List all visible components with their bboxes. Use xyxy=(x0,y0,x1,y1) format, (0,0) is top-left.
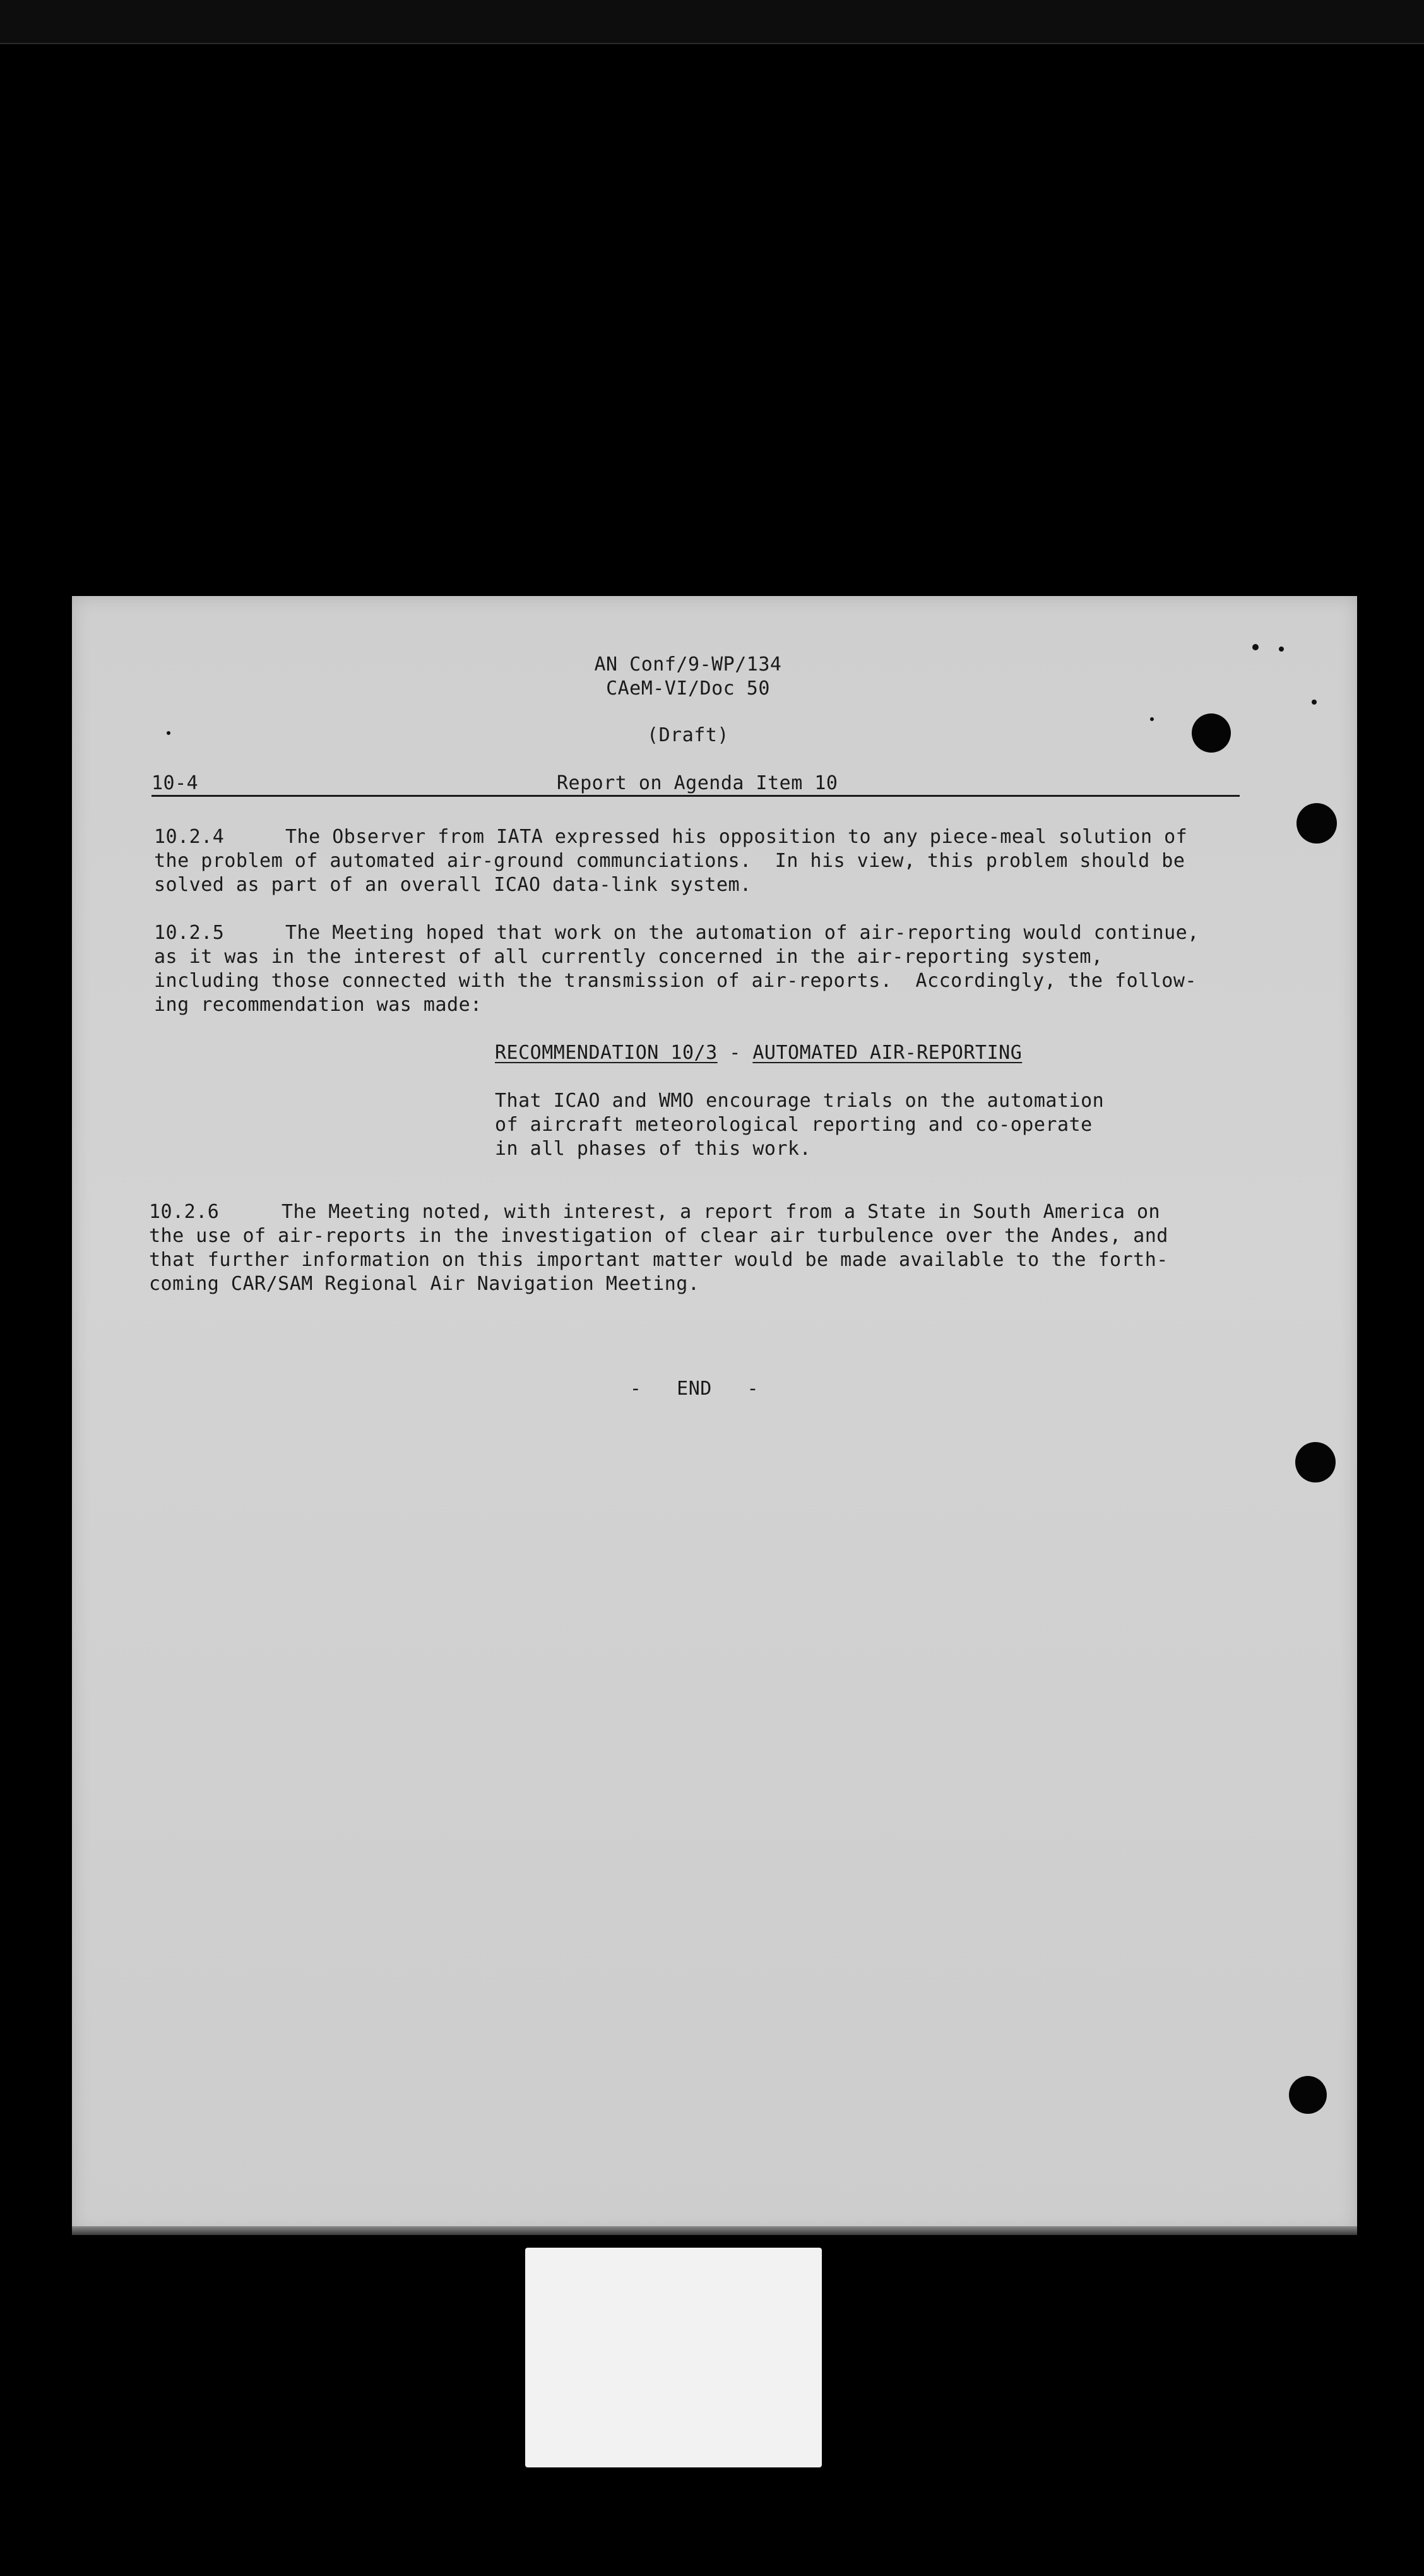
paragraph-line: coming CAR/SAM Regional Air Navigation Meeting. xyxy=(149,1273,700,1295)
recommendation-line: That ICAO and WMO encourage trials on the automation xyxy=(495,1090,1105,1112)
recommendation-label: RECOMMENDATION 10/3 xyxy=(495,1042,718,1064)
sheet-edge-shadow xyxy=(72,2226,1357,2235)
recommendation-line: in all phases of this work. xyxy=(495,1138,812,1160)
paragraph-line: The Meeting hoped that work on the automation of air-reporting would continue, xyxy=(285,922,1199,944)
speck xyxy=(167,731,170,735)
doc-reference-1: AN Conf/9-WP/134 xyxy=(594,653,782,676)
speck xyxy=(1252,644,1259,650)
paragraph-number: 10.2.6 xyxy=(149,1201,220,1223)
recommendation-heading xyxy=(495,1041,1022,1065)
section-title: Report on Agenda Item 10 xyxy=(557,772,838,794)
paragraph-line: The Observer from IATA expressed his opposition to any piece-meal solution of xyxy=(285,826,1188,848)
recommendation-dash: - xyxy=(729,1042,741,1064)
paragraph-line: solved as part of an overall ICAO data-link system. xyxy=(154,874,752,896)
punch-hole-top xyxy=(1192,713,1231,753)
blank-card xyxy=(525,2248,822,2467)
paragraph-line: The Meeting noted, with interest, a report from a State in South America on xyxy=(282,1201,1161,1223)
end-marker: - END - xyxy=(629,1378,759,1400)
paragraph-number: 10.2.4 xyxy=(154,826,225,848)
paragraph-line: as it was in the interest of all currently concerned in the air-reporting system, xyxy=(154,946,1103,968)
speck xyxy=(1279,647,1284,652)
doc-reference-2: CAeM-VI/Doc 50 xyxy=(606,677,770,700)
header-rule xyxy=(151,795,1240,797)
paragraph-line: ing recommendation was made: xyxy=(154,994,482,1016)
paragraph-line: the use of air-reports in the investigation of clear air turbulence over the Andes, and xyxy=(149,1225,1168,1247)
punch-hole-bottom xyxy=(1289,2076,1327,2114)
paragraph-line: that further information on this important matter would be made available to the forth- xyxy=(149,1249,1168,1271)
punch-hole-middle xyxy=(1296,803,1337,844)
page-number: 10-4 xyxy=(151,772,199,794)
punch-hole-lower xyxy=(1295,1442,1336,1482)
speck xyxy=(1312,700,1317,705)
paragraph-number: 10.2.5 xyxy=(154,922,225,944)
paragraph-line: including those connected with the transmission of air-reports. Accordingly, the follow- xyxy=(154,970,1197,992)
draft-label: (Draft) xyxy=(647,724,729,746)
recommendation-line: of aircraft meteorological reporting and co-operate xyxy=(495,1114,1093,1136)
speck xyxy=(1150,717,1154,721)
film-edge xyxy=(0,0,1424,44)
recommendation-title: AUTOMATED AIR-REPORTING xyxy=(752,1042,1023,1064)
paragraph-line: the problem of automated air-ground communciations. In his view, this problem should be xyxy=(154,850,1185,872)
